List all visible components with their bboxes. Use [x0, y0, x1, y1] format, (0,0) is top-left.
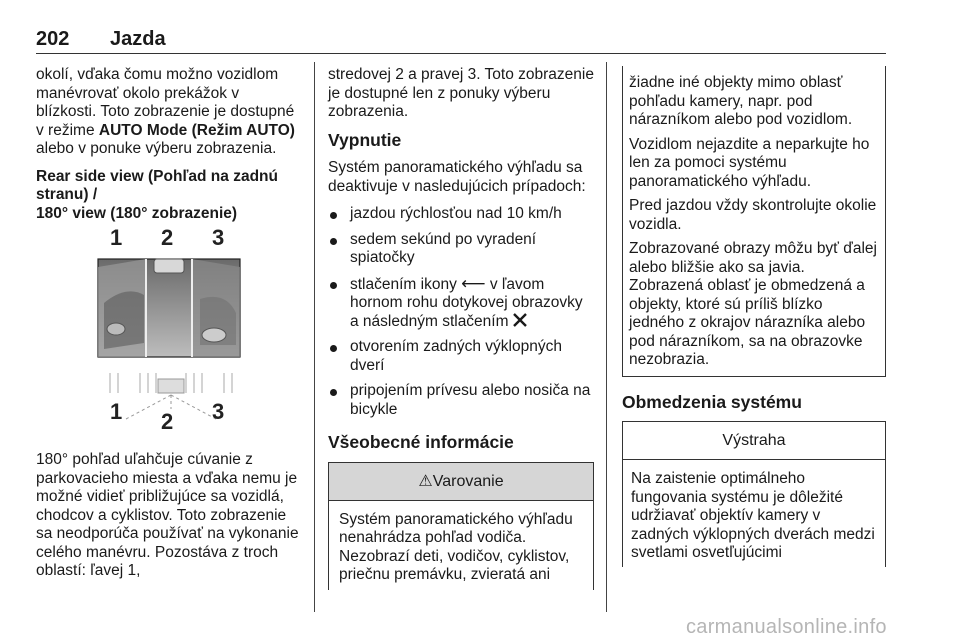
deactivation-list	[328, 205, 594, 419]
paragraph: Zobrazované obrazy môžu byť ďalej alebo bližšie ako sa javia. Zobrazená oblasť je obmedzená a objekty, ktoré sú príliš blízko jedného z okrajov nárazníka alebo pod nárazníkom, sa na obrazovke nezobrazia.	[629, 240, 877, 368]
paragraph: okolí, vďaka čomu možno vozidlom manévrovať okolo prekážok v blízkosti. Toto zobrazenie je dostupné v režime AUTO Mode (Režim AUTO) alebo v ponuke výberu zobrazenia.	[36, 66, 295, 157]
caution-box	[622, 421, 886, 567]
warning-triangle-icon: ⚠	[418, 472, 433, 490]
bullet-icon	[330, 282, 337, 289]
warning-box	[328, 462, 594, 590]
figure-label-1-top: 1	[110, 225, 123, 250]
figure-label-2-bottom: 2	[161, 409, 174, 434]
heading-vypnutie: Vypnutie	[328, 129, 402, 150]
figure-label-3-bottom: 3	[212, 399, 225, 424]
back-arrow-icon: ⟵	[461, 273, 486, 293]
warning-box-continued	[622, 66, 886, 377]
bullet-icon	[330, 212, 337, 219]
column-3	[622, 66, 886, 567]
paragraph: Systém panoramatického výhľadu sa deaktivuje v nasledujúcich prípadoch:	[328, 159, 586, 195]
list-item: otvorením zadných výklopných dverí	[328, 338, 594, 375]
list-item: stlačením ikony ⟵ v ľavom hornom rohu dotykovej obrazovky a následným stlačením	[328, 275, 594, 332]
section-title: Jazda	[110, 28, 166, 50]
rear-180-view-figure	[96, 225, 246, 437]
heading-obmedzenia: Obmedzenia systému	[622, 391, 802, 412]
warning-text: Systém panoramatického výhľadu nenahrádza pohľad vodiča. Nezobrazí deti, vodičov, cyklistov, priečnu premávku, zvieratá ani	[339, 510, 573, 583]
caution-text: Na zaistenie optimálneho fungovania systému je dôležité udržiavať objektív kamery v zadných výklopných dverách medzi svetlami osvetľujúcimi	[631, 470, 875, 561]
bullet-icon	[330, 389, 337, 396]
paragraph: žiadne iné objekty mimo oblasť pohľadu kamery, napr. pod nárazníkom alebo pod vozidlom.	[629, 74, 853, 128]
heading-vseobecne: Všeobecné informácie	[328, 432, 514, 452]
column-divider-2	[606, 62, 607, 612]
page-header	[36, 28, 886, 54]
bullet-icon	[330, 238, 337, 245]
list-item: pripojením prívesu alebo nosiča na bicykle	[328, 382, 594, 419]
watermark: carmanualsonline.info	[686, 616, 887, 638]
column-2	[328, 66, 594, 590]
column-1	[36, 66, 302, 590]
paragraph: Pred jazdou vždy skontrolujte okolie vozidla.	[629, 197, 877, 233]
caution-header: Výstraha	[623, 422, 885, 460]
bullet-icon	[330, 345, 337, 352]
paragraph: Vozidlom nejazdite a neparkujte ho len za pomoci systému panoramatického výhľadu.	[629, 135, 870, 190]
column-divider-1	[314, 62, 315, 612]
paragraph: stredovej 2 a pravej 3. Toto zobrazenie je dostupné len z ponuky výberu zobrazenia.	[328, 66, 594, 120]
figure-label-1-bottom: 1	[110, 399, 123, 424]
figure-label-2-top: 2	[161, 225, 174, 250]
view-subheading: Rear side view (Pohľad na zadnú stranu) / 180° view (180° zobrazenie)	[36, 167, 278, 222]
paragraph: 180° pohľad uľahčuje cúvanie z parkovacieho miesta a vďaka nemu je možné vidieť približujúce sa vozidlá, chodcov a cyklistov. Toto zobrazenie sa neodporúča používať na vykonanie celého manévru. Pozostáva z troch oblastí: ľavej 1,	[36, 451, 299, 579]
list-item: jazdou rýchlosťou nad 10 km/h	[328, 205, 594, 224]
figure-label-3-top: 3	[212, 225, 225, 250]
auto-mode-label: AUTO Mode (Režim AUTO)	[98, 121, 295, 139]
close-icon	[513, 313, 527, 327]
list-item: sedem sekúnd po vyradení spiatočky	[328, 231, 594, 268]
warning-header: ⚠Varovanie	[329, 463, 593, 501]
page-number: 202	[36, 28, 70, 50]
